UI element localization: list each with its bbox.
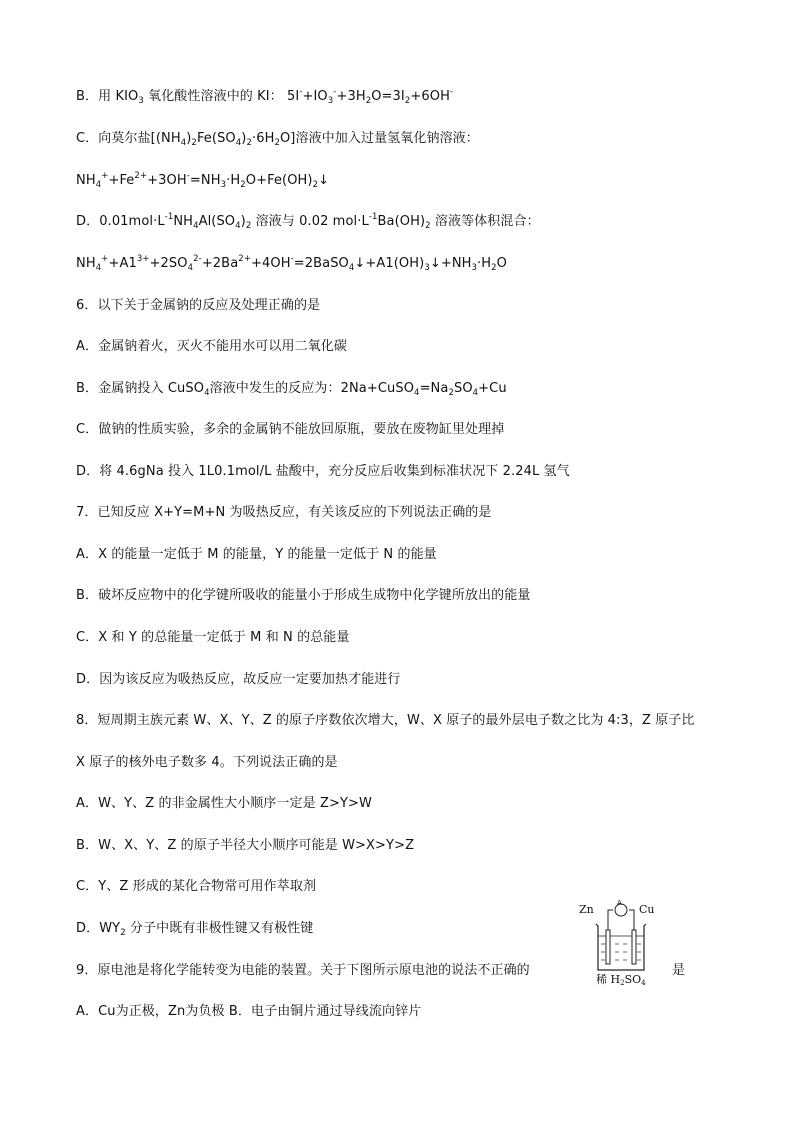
q6-stem: 6．以下关于金属钠的反应及处理正确的是 — [76, 298, 321, 313]
beaker — [596, 924, 646, 970]
q5-option-c: C．向莫尔盐$[(NH_4)_2Fe(SO_4)_2\cdot 6H_2O]$溶液中加入过量氢氧化钠溶液： — [76, 131, 479, 148]
copper-electrode — [632, 930, 636, 964]
q7-option-a: A．X 的能量一定低于 M 的能量，Y 的能量一定低于 N 的能量 — [76, 547, 437, 562]
q6-option-d: D．将 4.6gNa 投入 1L0.1mol/L 盐酸中，充分反应后收集到标准状况下 2.24L 氢气 — [76, 464, 570, 479]
q5-option-c-equation: $NH_4^++Fe^{2+}+3OH^-=NH_3\cdot H_2O+Fe(OH)_2↓$ — [76, 171, 330, 190]
ammeter-label: A — [617, 899, 622, 907]
q7-option-c: C．X 和 Y 的总能量一定低于 M 和 N 的总能量 — [76, 630, 350, 645]
q8-option-d: D．$WY_2$ 分子中既有非极性键又有极性键 — [76, 921, 314, 938]
q7-option-d: D．因为该反应为吸热反应，故反应一定要加热才能进行 — [76, 672, 401, 687]
q8-option-c: C．Y、Z 形成的某化合物常可用作萃取剂 — [76, 879, 317, 894]
q9-stem-tail: 是 — [672, 963, 686, 978]
cu-label: Cu — [639, 903, 655, 916]
q7-stem: 7．已知反应 X+Y=M+N 为吸热反应，有关该反应的下列说法正确的是 — [76, 505, 492, 520]
zn-label: Zn — [579, 903, 594, 916]
q5-option-d: D．$0.01mol\cdot L^{-1}NH_4Al(SO_4)_2$ 溶液与 0.02 $mol\cdot L^{-1}Ba(OH)_2$ 溶液等体积混合： — [76, 212, 540, 231]
q8-stem-line2: X 原子的核外电子数多 4。下列说法正确的是 — [76, 755, 338, 770]
q8-option-b: B．W、X、Y、Z 的原子半径大小顺序可能是 W>X>Y>Z — [76, 838, 415, 853]
q9-stem: 9．原电池是将化学能转变为电能的装置。关于下图所示原电池的说法不正确的 — [76, 963, 530, 978]
zinc-electrode — [606, 930, 610, 964]
wire-left — [608, 910, 613, 930]
q8-option-a: A．W、Y、Z 的非金属性大小顺序一定是 Z>Y>W — [76, 796, 372, 811]
q6-option-c: C．做钠的性质实验，多余的金属钠不能放回原瓶，要放在废物缸里处理掉 — [76, 422, 505, 437]
q7-option-b: B．破坏反应物中的化学键所吸收的能量小于形成生成物中化学键所放出的能量 — [76, 588, 531, 603]
q9-options-ab: A．Cu为正极，Zn为负极 B．电子由铜片通过导线流向锌片 — [76, 1004, 422, 1019]
q6-option-b: B．金属钠投入 CuSO$_4$溶液中发生的反应为：$2Na+CuSO_4=Na_2SO_4+Cu$ — [76, 381, 507, 398]
electrolyte-label: 稀 $H_2SO_4$ — [596, 973, 646, 987]
q5-option-b: B．用 $KIO_3$ 氧化酸性溶液中的 KI： $5I^-+IO_3^-+3H_2O=3I_2+6OH^-$ — [76, 87, 454, 106]
q5-option-d-equation: $NH_4^++A1^{3+}+2SO_4^{2-}+2Ba^{2+}+4OH^-=2BaSO_4↓+A1(OH)_3↓+NH_3\cdot H_2O$ — [76, 254, 507, 273]
wire-right — [629, 910, 634, 930]
galvanic-cell-figure — [578, 900, 664, 992]
q6-option-a: A．金属钠着火，灭火不能用水可以用二氧化碳 — [76, 339, 347, 354]
q8-stem-line1: 8．短周期主族元素 W、X、Y、Z 的原子序数依次增大，W、X 原子的最外层电子数之比为 4:3，Z 原子比 — [76, 713, 695, 728]
